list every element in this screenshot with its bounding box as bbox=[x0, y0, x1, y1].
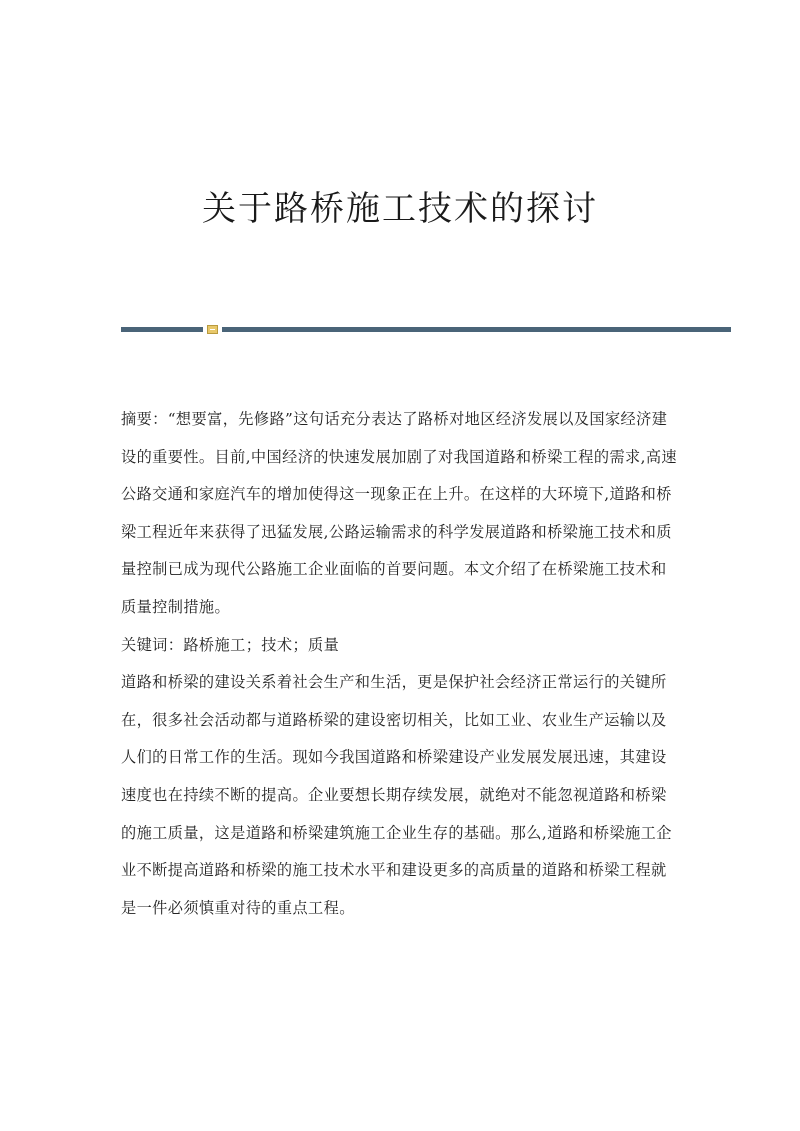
document-body bbox=[121, 401, 681, 927]
abstract-paragraph: 摘要：“想要富，先修路”这句话充分表达了路桥对地区经济发展以及国家经济建设的重要性。目前,中国经济的快速发展加剧了对我国道路和桥梁工程的需求,高速公路交通和家庭汽车的增加使得这一现象正在上升。在这样的大环境下,道路和桥梁工程近年来获得了迅猛发展,公路运输需求的科学发展道路和桥梁施工技术和质量控制已成为现代公路施工企业面临的首要问题。本文介绍了在桥梁施工技术和质量控制措施。 bbox=[121, 410, 678, 616]
envelope-ornament-icon bbox=[207, 325, 218, 334]
document-title: 关于路桥施工技术的探讨 bbox=[202, 189, 598, 229]
keywords-line: 关键词：路桥施工；技术；质量 bbox=[121, 635, 340, 654]
divider-bar-left bbox=[121, 327, 203, 332]
divider-bar-right bbox=[222, 327, 731, 332]
title-divider bbox=[121, 325, 731, 335]
body-paragraph: 道路和桥梁的建设关系着社会生产和生活，更是保护社会经济正常运行的关键所在，很多社会活动都与道路桥梁的建设密切相关，比如工业、农业生产运输以及人们的日常工作的生活。现如今我国道路和桥梁建设产业发展发展迅速，其建设速度也在持续不断的提高。企业要想长期存续发展，就绝对不能忽视道路和桥梁的施工质量，这是道路和桥梁建筑施工企业生存的基础。那么,道路和桥梁施工企业不断提高道路和桥梁的施工技术水平和建设更多的高质量的道路和桥梁工程就是一件必须慎重对待的重点工程。 bbox=[121, 673, 672, 917]
